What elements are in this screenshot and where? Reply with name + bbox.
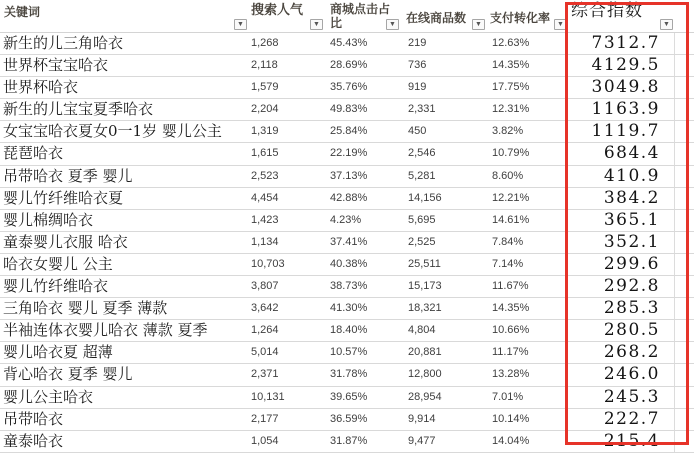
table-row	[0, 143, 694, 165]
cell-online-products[interactable]: 2,546	[408, 147, 436, 160]
cell-online-products[interactable]: 450	[408, 125, 427, 138]
cell-composite-index[interactable]: 3049.8	[591, 77, 660, 98]
table-row	[0, 387, 694, 409]
cell-keyword[interactable]: 新生的儿三角哈衣	[3, 34, 124, 52]
cell-search-popularity[interactable]: 10,703	[251, 257, 285, 270]
cell-search-popularity[interactable]: 1,615	[251, 147, 279, 160]
cell-payment-conversion[interactable]: 10.66%	[492, 324, 530, 337]
filter-dropdown-icon[interactable]: ▼	[660, 19, 673, 30]
header-keyword-label: 关键词	[4, 5, 41, 19]
cell-mall-click-ratio[interactable]: 40.38%	[330, 257, 368, 270]
cell-mall-click-ratio[interactable]: 45.43%	[330, 37, 368, 49]
cell-mall-click-ratio[interactable]: 41.30%	[330, 302, 368, 315]
cell-composite-index[interactable]: 365.1	[603, 209, 660, 230]
table-body	[0, 33, 694, 453]
header-mall-click-ratio-label: 商城点击占比	[330, 2, 391, 30]
cell-online-products[interactable]: 736	[408, 59, 427, 72]
cell-keyword[interactable]: 三角哈衣 婴儿 夏季 薄款	[3, 299, 168, 318]
cell-payment-conversion[interactable]: 7.84%	[492, 235, 524, 248]
cell-payment-conversion[interactable]: 10.14%	[492, 412, 530, 425]
cell-keyword[interactable]: 吊带哈衣	[3, 409, 64, 428]
table-row	[0, 320, 694, 342]
table-header-row	[0, 0, 694, 33]
cell-keyword[interactable]: 哈衣女婴儿 公主	[3, 254, 113, 273]
cell-mall-click-ratio[interactable]: 10.57%	[330, 346, 368, 359]
cell-empty[interactable]	[674, 232, 691, 253]
cell-keyword[interactable]: 婴儿竹纤维哈衣	[3, 277, 109, 296]
cell-mall-click-ratio[interactable]: 35.76%	[330, 81, 368, 94]
cell-keyword[interactable]: 吊带哈衣 夏季 婴儿	[3, 166, 133, 185]
cell-empty[interactable]	[674, 276, 691, 297]
cell-mall-click-ratio[interactable]: 49.83%	[330, 103, 368, 116]
cell-search-popularity[interactable]: 4,454	[251, 191, 279, 204]
cell-search-popularity[interactable]: 1,134	[251, 235, 279, 248]
cell-mall-click-ratio[interactable]: 36.59%	[330, 412, 368, 425]
cell-online-products[interactable]: 9,477	[408, 434, 436, 447]
cell-payment-conversion[interactable]: 14.61%	[492, 213, 530, 226]
header-composite-index-label: 综合指数	[571, 1, 643, 21]
filter-dropdown-icon[interactable]: ▼	[386, 19, 399, 30]
table-row	[0, 254, 694, 276]
header-search-popularity[interactable]	[248, 0, 324, 32]
cell-empty[interactable]	[674, 320, 691, 341]
cell-keyword[interactable]: 琵琶哈衣	[3, 144, 64, 163]
cell-search-popularity[interactable]: 2,204	[251, 103, 279, 116]
filter-dropdown-icon[interactable]: ▼	[554, 19, 567, 30]
filter-dropdown-icon[interactable]: ▼	[310, 19, 323, 30]
cell-composite-index[interactable]: 384.2	[603, 187, 660, 208]
cell-keyword[interactable]: 童泰婴儿衣服 哈衣	[3, 232, 128, 251]
cell-keyword[interactable]: 世界杯宝宝哈衣	[3, 56, 109, 75]
table-row	[0, 232, 694, 254]
cell-payment-conversion[interactable]: 17.75%	[492, 81, 530, 94]
cell-mall-click-ratio[interactable]: 37.41%	[330, 235, 368, 248]
cell-composite-index[interactable]: 246.0	[603, 364, 660, 385]
cell-search-popularity[interactable]: 2,177	[251, 412, 279, 425]
header-empty-column[interactable]	[674, 0, 691, 32]
table-row	[0, 364, 694, 386]
cell-payment-conversion[interactable]: 14.04%	[492, 434, 530, 447]
cell-mall-click-ratio[interactable]: 22.19%	[330, 147, 368, 160]
cell-mall-click-ratio[interactable]: 39.65%	[330, 390, 368, 403]
cell-online-products[interactable]: 9,914	[408, 412, 436, 425]
cell-payment-conversion[interactable]: 8.60%	[492, 169, 524, 182]
cell-keyword[interactable]: 婴儿棉绸哈衣	[3, 210, 94, 229]
cell-online-products[interactable]: 2,525	[408, 235, 436, 248]
cell-composite-index[interactable]: 1163.9	[591, 99, 660, 120]
table-row	[0, 342, 694, 364]
cell-payment-conversion[interactable]: 7.01%	[492, 390, 524, 403]
cell-payment-conversion[interactable]: 12.21%	[492, 191, 530, 204]
table-row	[0, 77, 694, 99]
header-payment-conversion[interactable]	[486, 0, 568, 32]
cell-composite-index[interactable]: 1119.7	[591, 121, 660, 142]
cell-online-products[interactable]: 15,173	[408, 280, 442, 293]
table-row	[0, 166, 694, 188]
cell-mall-click-ratio[interactable]: 38.73%	[330, 280, 368, 293]
cell-empty[interactable]	[674, 55, 691, 76]
cell-mall-click-ratio[interactable]: 28.69%	[330, 59, 368, 72]
cell-empty[interactable]	[674, 387, 691, 408]
cell-composite-index[interactable]: 4129.5	[591, 55, 660, 76]
table-row	[0, 33, 694, 55]
cell-mall-click-ratio[interactable]: 31.87%	[330, 434, 368, 447]
cell-search-popularity[interactable]: 3,807	[251, 280, 279, 293]
cell-composite-index[interactable]: 268.2	[603, 342, 660, 363]
cell-empty[interactable]	[674, 298, 691, 319]
filter-dropdown-icon[interactable]: ▼	[472, 19, 485, 30]
cell-payment-conversion[interactable]: 14.35%	[492, 302, 530, 315]
cell-online-products[interactable]: 5,281	[408, 169, 436, 182]
cell-search-popularity[interactable]: 1,423	[251, 213, 279, 226]
cell-composite-index[interactable]: 299.6	[603, 253, 660, 274]
cell-search-popularity[interactable]: 3,642	[251, 302, 279, 315]
table-row	[0, 188, 694, 210]
cell-search-popularity[interactable]: 2,118	[251, 59, 278, 72]
cell-empty[interactable]	[674, 166, 691, 187]
cell-mall-click-ratio[interactable]: 25.84%	[330, 125, 368, 138]
cell-search-popularity[interactable]: 1,268	[251, 37, 279, 49]
cell-online-products[interactable]: 18,321	[408, 302, 442, 315]
cell-payment-conversion[interactable]: 7.14%	[492, 257, 524, 270]
cell-payment-conversion[interactable]: 3.82%	[492, 125, 524, 138]
cell-composite-index[interactable]: 245.3	[603, 386, 660, 407]
cell-composite-index[interactable]: 292.8	[603, 276, 660, 297]
table-row	[0, 121, 694, 143]
cell-keyword[interactable]: 女宝宝哈衣夏女0一1岁 婴儿公主	[3, 122, 222, 141]
cell-mall-click-ratio[interactable]: 18.40%	[330, 324, 368, 337]
cell-mall-click-ratio[interactable]: 37.13%	[330, 169, 368, 182]
cell-search-popularity[interactable]: 1,264	[251, 324, 279, 337]
cell-online-products[interactable]: 5,695	[408, 213, 436, 226]
header-mall-click-ratio[interactable]	[324, 0, 400, 32]
filter-dropdown-icon[interactable]: ▼	[234, 19, 247, 30]
cell-mall-click-ratio[interactable]: 42.88%	[330, 191, 368, 204]
cell-online-products[interactable]: 2,331	[408, 103, 436, 116]
cell-payment-conversion[interactable]: 11.67%	[492, 280, 529, 293]
cell-empty[interactable]	[674, 143, 691, 164]
cell-payment-conversion[interactable]: 12.63%	[492, 37, 530, 49]
cell-keyword[interactable]: 童泰哈衣	[3, 431, 64, 450]
cell-online-products[interactable]: 25,511	[408, 257, 441, 270]
table-row	[0, 55, 694, 77]
cell-online-products[interactable]: 919	[408, 81, 427, 94]
cell-empty[interactable]	[674, 409, 691, 430]
cell-keyword[interactable]: 背心哈衣 夏季 婴儿	[3, 365, 133, 384]
cell-payment-conversion[interactable]: 10.79%	[492, 147, 530, 160]
cell-composite-index[interactable]: 222.7	[603, 408, 660, 429]
table-row	[0, 276, 694, 298]
cell-empty[interactable]	[674, 254, 691, 275]
cell-online-products[interactable]: 4,804	[408, 324, 436, 337]
cell-keyword[interactable]: 半袖连体衣婴儿哈衣 薄款 夏季	[3, 321, 208, 340]
header-keyword[interactable]	[0, 0, 248, 32]
cell-composite-index[interactable]: 280.5	[603, 320, 660, 341]
cell-empty[interactable]	[674, 342, 691, 363]
cell-composite-index[interactable]: 352.1	[603, 231, 660, 252]
cell-search-popularity[interactable]: 1,319	[251, 125, 279, 138]
cell-empty[interactable]	[674, 77, 691, 98]
cell-search-popularity[interactable]: 1,579	[251, 81, 279, 94]
cell-keyword[interactable]: 婴儿哈衣夏 超薄	[3, 343, 113, 362]
cell-keyword[interactable]: 新生的儿宝宝夏季哈衣	[3, 100, 154, 119]
cell-composite-index[interactable]: 215.4	[603, 430, 660, 451]
table-row	[0, 431, 694, 453]
cell-composite-index[interactable]: 684.4	[603, 143, 660, 164]
cell-keyword[interactable]: 婴儿公主哈衣	[3, 387, 94, 406]
cell-empty[interactable]	[674, 33, 691, 54]
cell-mall-click-ratio[interactable]: 31.78%	[330, 368, 368, 381]
cell-empty[interactable]	[674, 121, 691, 142]
cell-search-popularity[interactable]: 2,371	[251, 368, 279, 381]
cell-payment-conversion[interactable]: 14.35%	[492, 59, 530, 72]
table-row	[0, 298, 694, 320]
cell-search-popularity[interactable]: 10,131	[251, 390, 285, 403]
cell-keyword[interactable]: 世界杯哈衣	[3, 78, 79, 97]
cell-keyword[interactable]: 婴儿竹纤维哈衣夏	[3, 188, 124, 207]
cell-empty[interactable]	[674, 188, 691, 209]
cell-empty[interactable]	[674, 431, 691, 452]
cell-online-products[interactable]: 28,954	[408, 390, 442, 403]
cell-composite-index[interactable]: 7312.7	[591, 33, 660, 53]
cell-empty[interactable]	[674, 210, 691, 231]
cell-mall-click-ratio[interactable]: 4.23%	[330, 213, 362, 226]
cell-online-products[interactable]: 12,800	[408, 368, 442, 381]
header-composite-index[interactable]	[568, 0, 674, 32]
cell-payment-conversion[interactable]: 11.17%	[492, 346, 529, 359]
table-row	[0, 210, 694, 232]
cell-search-popularity[interactable]: 1,054	[251, 434, 279, 447]
cell-online-products[interactable]: 14,156	[408, 191, 442, 204]
cell-online-products[interactable]: 20,881	[408, 346, 442, 359]
cell-search-popularity[interactable]: 2,523	[251, 169, 279, 182]
header-search-popularity-label: 搜索人气	[251, 3, 304, 18]
cell-payment-conversion[interactable]: 12.31%	[492, 103, 530, 116]
cell-search-popularity[interactable]: 5,014	[251, 346, 279, 359]
cell-payment-conversion[interactable]: 13.28%	[492, 368, 530, 381]
cell-online-products[interactable]: 219	[408, 37, 427, 49]
cell-composite-index[interactable]: 410.9	[603, 165, 660, 186]
table-row	[0, 99, 694, 121]
header-online-products[interactable]	[400, 0, 486, 32]
cell-composite-index[interactable]: 285.3	[603, 298, 660, 319]
table-row	[0, 409, 694, 431]
header-online-products-label: 在线商品数	[406, 11, 467, 25]
cell-empty[interactable]	[674, 99, 691, 120]
cell-empty[interactable]	[674, 364, 691, 385]
header-payment-conversion-label: 支付转化率	[490, 11, 551, 25]
